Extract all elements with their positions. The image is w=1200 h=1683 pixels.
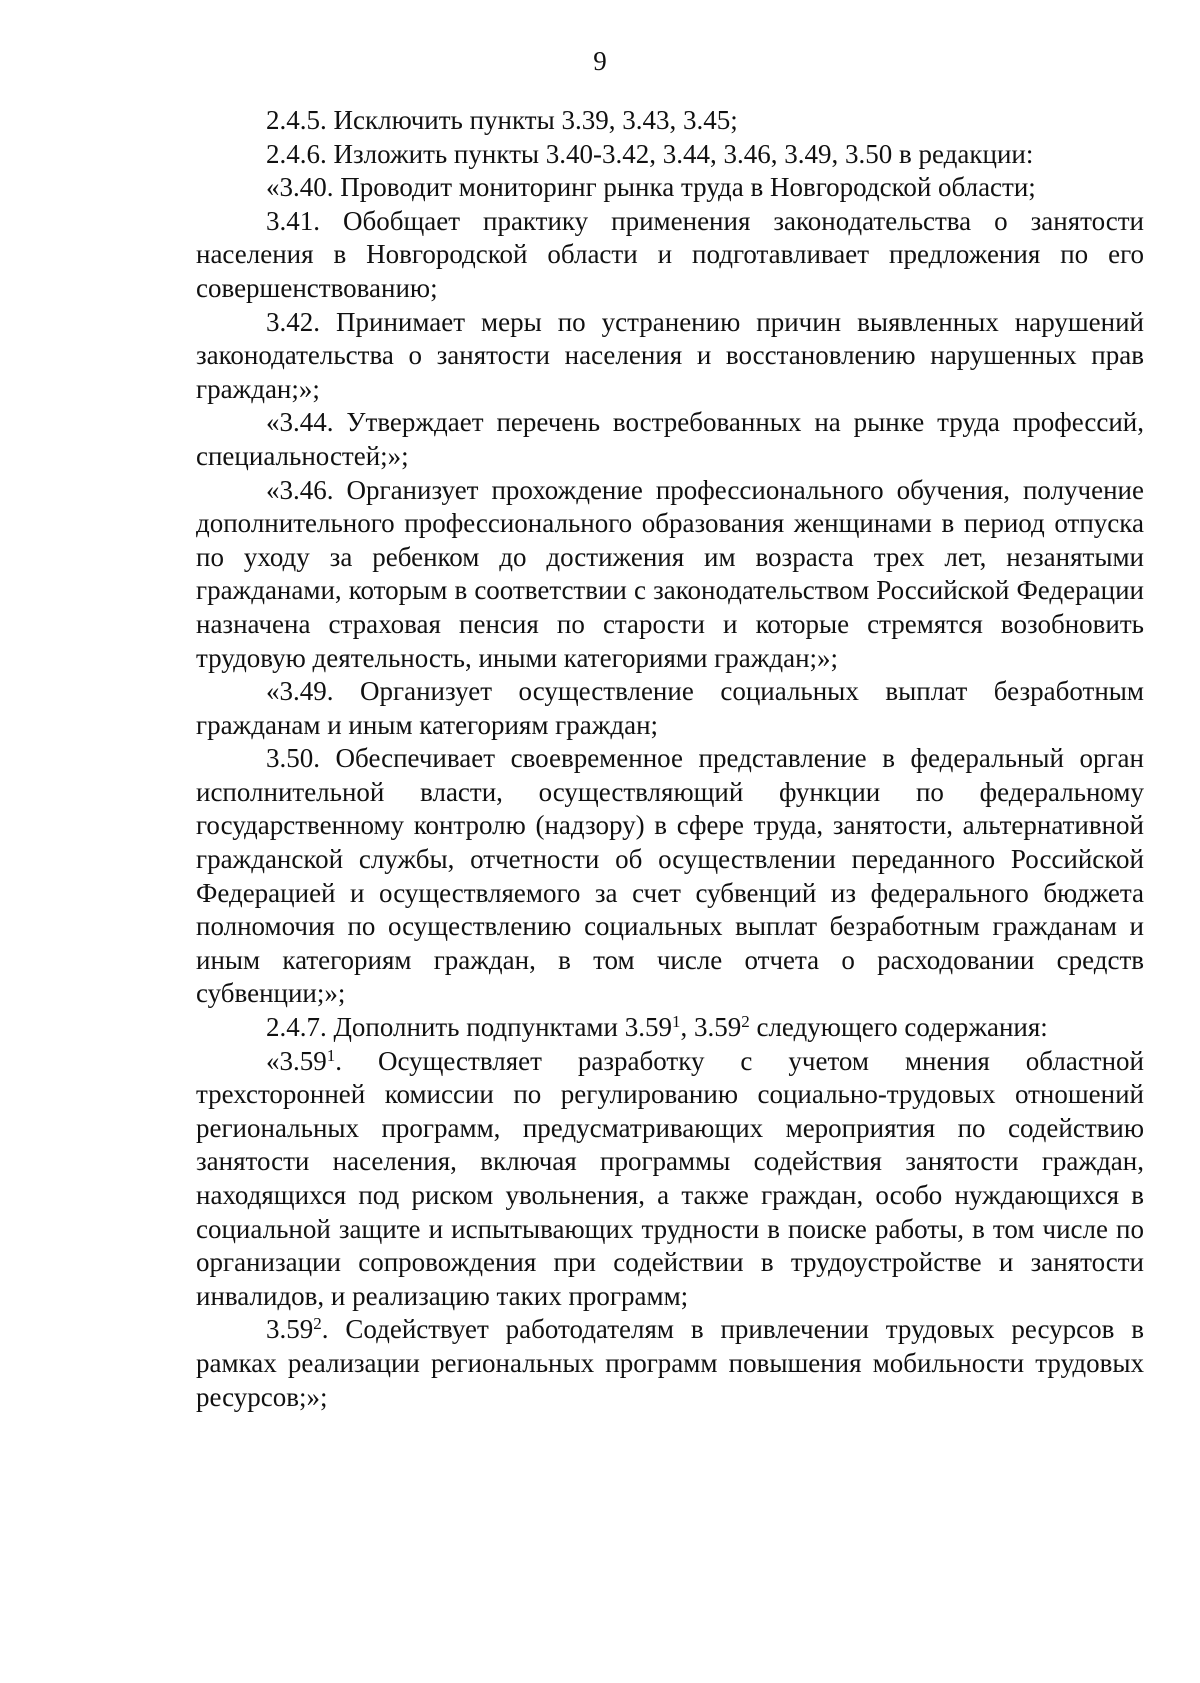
page-number: 9	[593, 46, 607, 76]
document-body	[196, 104, 1144, 1414]
paragraph-3-49: «3.49. Организует осуществление социальных выплат безработным гражданам и иным категориям граждан;	[196, 676, 1144, 740]
superscript: 1	[326, 1045, 336, 1065]
paragraph-2-4-5: 2.4.5. Исключить пункты 3.39, 3.43, 3.45;	[266, 105, 738, 135]
paragraph-3-59-2: 3.59$^2$. Содействует работодателям в привлечении трудовых ресурсов в рамках реализации региональных программ повышения мобильности трудовых ресурсов;»;	[196, 1314, 1144, 1412]
paragraph-3-40: «3.40. Проводит мониторинг рынка труда в Новгородской области;	[266, 172, 1036, 203]
paragraph-3-41: 3.41. Обобщает практику применения законодательства о занятости населения в Новгородской области и подготавливает предложения по его совершенствованию;	[196, 205, 1144, 303]
paragraph-3-50: 3.50. Обеспечивает своевременное представление в федеральный орган исполнительной власти, осуществляющий функции по федеральному государственному контролю (надзору) в сфере труда, занятости, альтернативной гражданской службы, отчетности об осуществлении переданного Российской Федерацией и осуществляемого за счет субвенций из федерального бюджета полномочия по осуществлению социальных выплат безработным гражданам и иным категориям граждан, в том числе отчета о расходовании средств субвенции;»;	[196, 743, 1144, 1009]
paragraph-3-46: «3.46. Организует прохождение профессионального обучения, получение дополнительного профессионального образования женщинами в период отпуска по уходу за ребенком до достижения им возраста трех лет, незанятыми гражданами, которым в соответствии с законодательством Российской Федерации назначена страховая пенсия по старости и которые стремятся возобновить трудовую деятельность, иными категориями граждан;»;	[196, 474, 1144, 673]
superscript: 1	[671, 1012, 681, 1032]
paragraph-3-42: 3.42. Принимает меры по устранению причин выявленных нарушений законодательства о занятости населения и восстановлению нарушенных прав граждан;»;	[196, 306, 1144, 404]
paragraph-2-4-7: 2.4.7. Дополнить подпунктами 3.59$^1$, 3.59$^2$ следующего содержания:	[266, 1012, 1048, 1043]
paragraph-3-44: «3.44. Утверждает перечень востребованных на рынке труда профессий, специальностей;»;	[196, 407, 1144, 471]
paragraph-3-59-1: «3.59$^1$. Осуществляет разработку с учетом мнения областной трехсторонней комиссии по регулированию социально-трудовых отношений региональных программ, предусматривающих мероприятия по содействию занятости населения, включая программы содействия занятости граждан, находящихся под риском увольнения, а также граждан, особо нуждающихся в социальной защите и испытывающих трудности в поиске работы, в том числе по организации сопровождения при содействии в трудоустройстве и занятости инвалидов, и реализацию таких программ;	[196, 1045, 1144, 1311]
superscript: 2	[741, 1012, 750, 1032]
superscript: 2	[313, 1314, 322, 1334]
paragraph-2-4-6: 2.4.6. Изложить пункты 3.40-3.42, 3.44, 3.46, 3.49, 3.50 в редакции:	[266, 138, 1034, 169]
